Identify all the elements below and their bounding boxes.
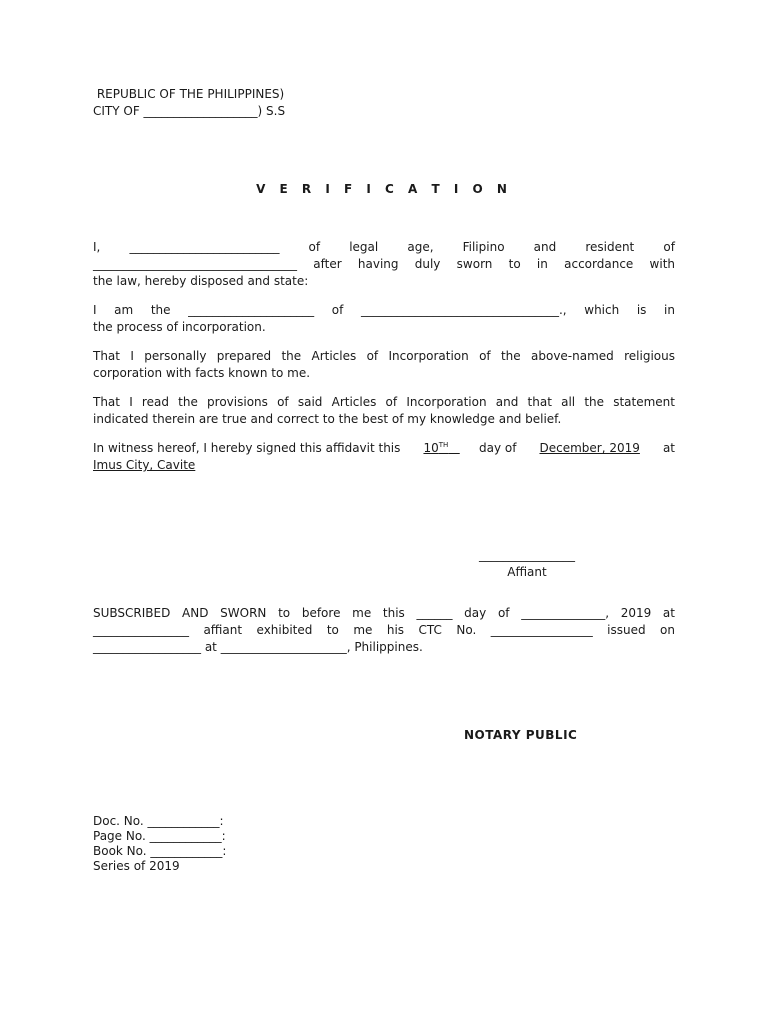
day-field (423, 440, 459, 457)
paragraph-line: That I read the provisions of said Articles of Incorporation and that all the statement (93, 395, 675, 409)
witness-text: In witness hereof, I hereby signed this affidavit this (93, 441, 405, 455)
paragraph-line (93, 239, 675, 256)
paragraph-line: SUBSCRIBED AND SWORN to before me this ______ day of ______________, 2019 at (93, 606, 675, 620)
name-blank: _________________________ (129, 240, 280, 254)
paragraph-position (93, 302, 675, 336)
paragraph-line: ________________ affiant exhibited to me his CTC No. _________________ issued on (93, 623, 675, 637)
page-no: Page No. ____________: (93, 829, 226, 843)
affiant-signature (460, 547, 594, 581)
republic-line: REPUBLIC OF THE PHILIPPINES) (93, 87, 285, 101)
word: age, (407, 240, 434, 254)
notarial-register (93, 814, 226, 874)
paragraph-line: the law, hereby disposed and state: (93, 274, 309, 288)
paragraph-line: indicated therein are true and correct to the best of my knowledge and belief. (93, 412, 562, 426)
doc-no: Doc. No. ____________: (93, 814, 224, 828)
word: Filipino (462, 240, 505, 254)
paragraph-jurat (93, 605, 675, 656)
book-no: Book No. ____________: (93, 844, 227, 858)
day-padding (448, 441, 459, 455)
day-suffix: TH (438, 441, 449, 449)
date-field: December, 2019 (539, 441, 640, 455)
paragraph-line: __________________________________ after having duly sworn to in accordance with (93, 257, 675, 271)
word: resident (585, 240, 635, 254)
paragraph-witness (93, 440, 675, 474)
at-text: at (659, 441, 675, 455)
word: of (308, 240, 321, 254)
paragraph-affiant-intro (93, 239, 675, 290)
notary-public-label: NOTARY PUBLIC (464, 728, 578, 742)
paragraph-line: That I personally prepared the Articles of Incorporation of the above-named religious (93, 349, 675, 363)
affiant-label: Affiant (507, 565, 547, 579)
series: Series of 2019 (93, 859, 180, 873)
paragraph-line: corporation with facts known to me. (93, 366, 311, 380)
day-number: 10 (423, 441, 439, 455)
place-field: Imus City, Cavite (93, 458, 196, 472)
document-title: V E R I F I C A T I O N (256, 182, 512, 196)
paragraph-line: I am the _____________________ of _________________________________., which is in (93, 303, 675, 317)
paragraph-line: __________________ at _____________________, Philippines. (93, 640, 423, 654)
paragraph-read (93, 394, 675, 428)
paragraph-line (93, 440, 675, 457)
paragraph-prepared (93, 348, 675, 382)
word: I, (93, 240, 101, 254)
paragraph-line: the process of incorporation. (93, 320, 266, 334)
day-of-text: day of (478, 441, 521, 455)
word: legal (349, 240, 379, 254)
venue-header (93, 86, 675, 120)
city-line: CITY OF ___________________) S.S (93, 104, 286, 118)
word: of (663, 240, 675, 254)
word: and (533, 240, 557, 254)
signature-line: ________________ (479, 548, 575, 562)
